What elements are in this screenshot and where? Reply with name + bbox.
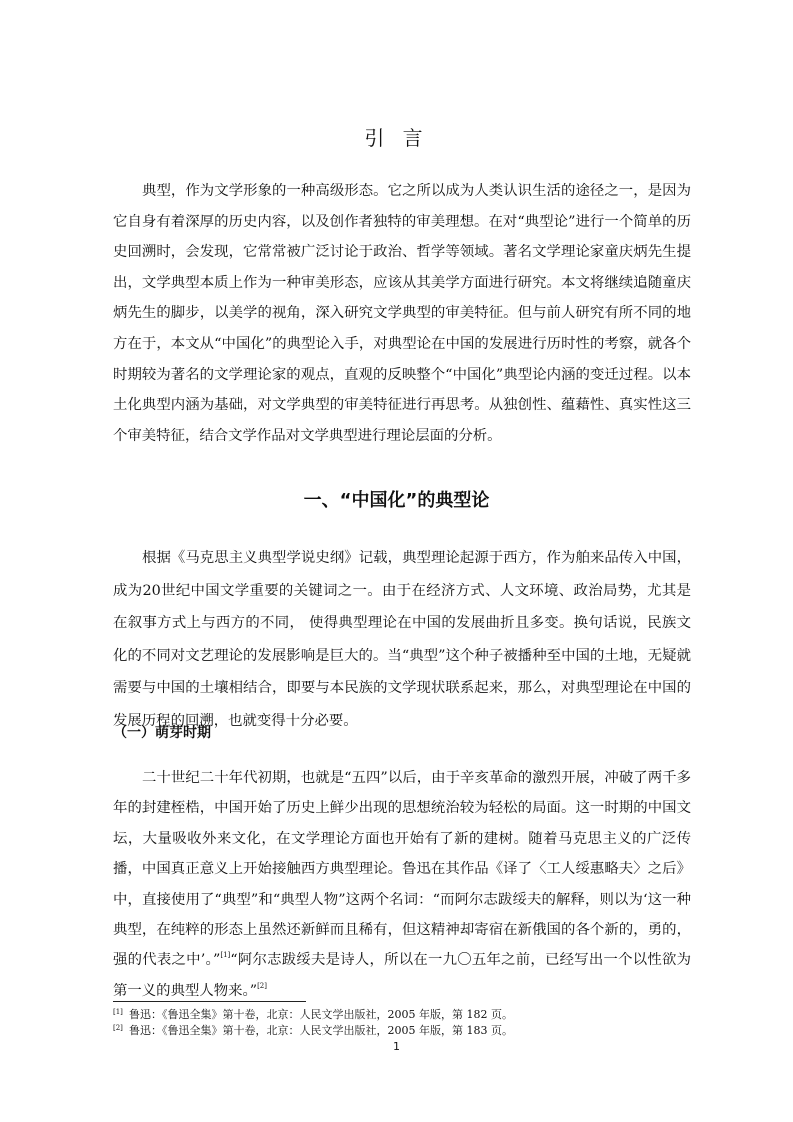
footnote-item <box>113 1023 691 1039</box>
subsection-1-paragraph <box>113 763 691 1006</box>
footnote-divider <box>113 1001 306 1002</box>
footnote-mark: [2] <box>113 1024 123 1032</box>
subsection-1-text-part1: 二十世纪二十年代初期，也就是“五四”以后，由于辛亥革命的激烈开展，冲破了两千多年的封建桎梏，中国开始了历史上鲜少出现的思想统治较为轻松的局面。这一时期的中国文坛，大量吸收外来文化，在文学理论方面也开始有了新的建树。随着马克思主义的广泛传播，中国真正意义上开始接触西方典型理论。鲁迅在其作品《译了〈工人绥惠略夫〉之后》中，直接使用了“典型”和“典型人物”这两个名词：“而阿尔志跋绥夫的解释，则以为‘这一种典型，在纯粹的形态上虽然还新鲜而且稀有，但这精神却寄宿在新俄国的各个新的，勇的，强的代表之中’。” <box>113 770 691 969</box>
footnote-text: 鲁迅：《鲁迅全集》第十卷，北京：人民文学出版社，2005 年版，第 183 页。 <box>129 1024 513 1037</box>
footnote-ref-1[interactable]: [1] <box>220 951 231 960</box>
footnote-list <box>113 1007 691 1039</box>
intro-paragraph: 典型，作为文学形象的一种高级形态。它之所以成为人类认识生活的途径之一，是因为它自身有着深厚的历史内容，以及创作者独特的审美理想。在对“典型论”进行一个简单的历史回溯时，会发现，它常常被广泛讨论于政治、哲学等领域。著名文学理论家童庆炳先生提出，文学典型本质上作为一种审美形态，应该从其美学方面进行研究。本文将继续追随童庆炳先生的脚步，以美学的视角，深入研究文学典型的审美特征。但与前人研究有所不同的地方在于，本文从“中国化”的典型论入手，对典型论在中国的发展进行历时性的考察，就各个时期较为著名的文学理论家的观点，直观的反映整个“中国化”典型论内涵的变迁过程。以本土化典型内涵为基础，对文学典型的审美特征进行再思考。从独创性、蕴藉性、真实性这三个审美特征，结合文学作品对文学典型进行理论层面的分析。 <box>113 183 691 444</box>
footnote-text: 鲁迅：《鲁迅全集》第十卷，北京：人民文学出版社，2005 年版，第 182 页。 <box>129 1008 513 1021</box>
footnote-item <box>113 1007 691 1023</box>
subsection-1-text-part2: “阿尔志跋绥夫是诗人，所以在一九〇五年之前，已经写出一个以性欲为第一义的典型人物来。” <box>113 952 691 999</box>
subsection-1-heading: （一）萌芽时期 <box>113 725 211 741</box>
intro-heading: 引 言 <box>364 126 429 150</box>
footnote-ref-2[interactable]: [2] <box>257 981 267 990</box>
section-1-heading: 一、“中国化”的典型论 <box>303 490 490 511</box>
footnote-mark: [1] <box>113 1008 123 1016</box>
section-1-paragraph: 根据《马克思主义典型学说史纲》记载，典型理论起源于西方，作为舶来品传入中国，成为20世纪中国文学重要的关键词之一。由于在经济方式、人文环境、政治局势，尤其是在叙事方式上与西方的不同， 使得典型理论在中国的发展曲折且多变。换句话说，民族文化的不同对文艺理论的发展影响是巨大的。当“典型”这个种子被播种至中国的土地，无疑就需要与中国的土壤相结合，即要与本民族的文学现状联系起来，那么，对典型理论在中国的发展历程的回溯，也就变得十分必要。 <box>113 550 691 729</box>
page-number: 1 <box>393 1040 400 1053</box>
